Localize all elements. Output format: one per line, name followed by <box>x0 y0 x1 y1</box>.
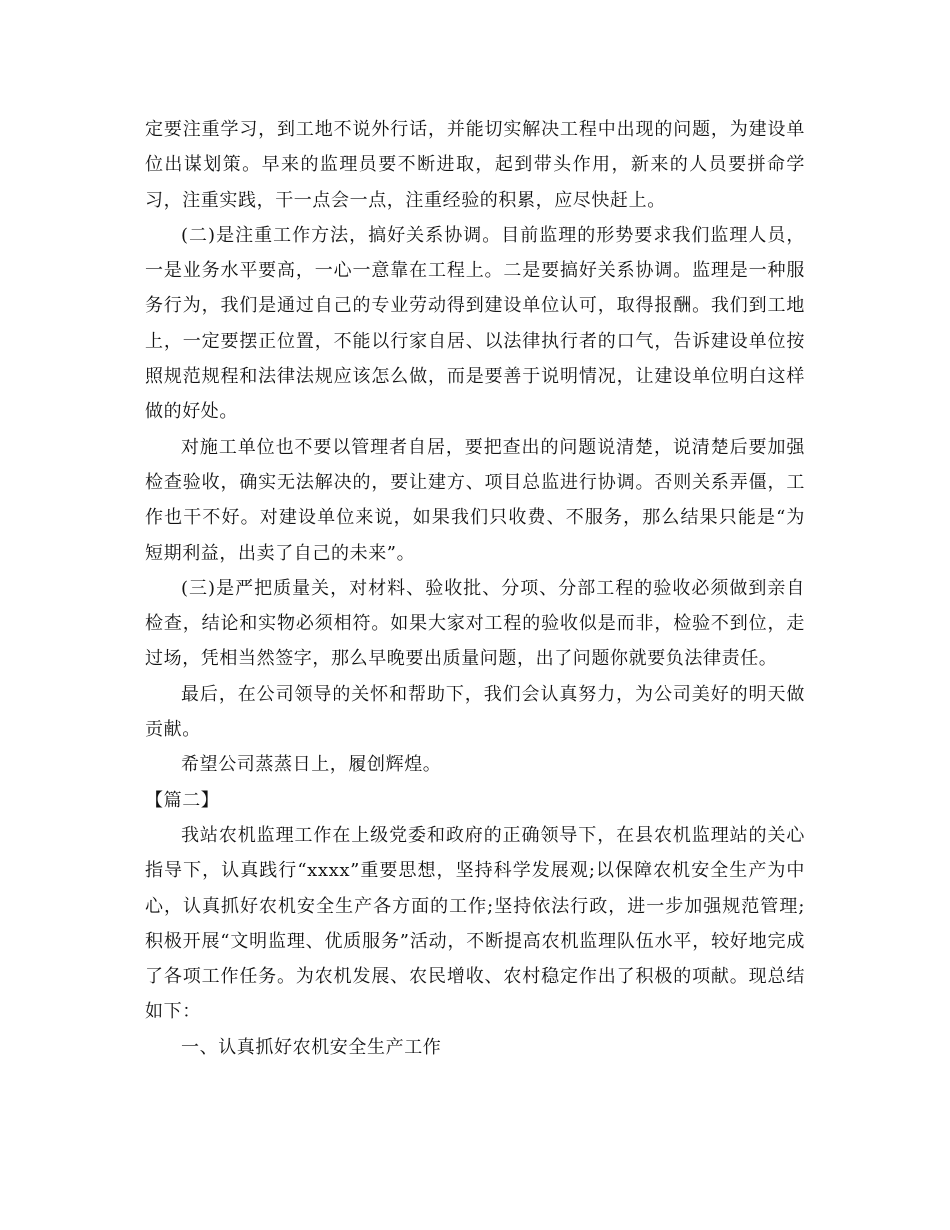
document-body <box>145 112 805 1065</box>
paragraph: (二)是注重工作方法，搞好关系协调。目前监理的形势要求我们监理人员，一是业务水平要高，一心一意靠在工程上。二是要搞好关系协调。监理是一种服务行为，我们是通过自己的专业劳动得到建设单位认可，取得报酬。我们到工地上，一定要摆正位置，不能以行家自居、以法律执行者的口气，告诉建设单位按照规范规程和法律法规应该怎么做，而是要善于说明情况，让建设单位明白这样做的好处。 <box>145 224 805 423</box>
section-title: 【篇二】 <box>145 789 220 811</box>
paragraph: 对施工单位也不要以管理者自居，要把查出的问题说清楚，说清楚后要加强检查验收，确实无法解决的，要让建方、项目总监进行协调。否则关系弄僵，工作也干不好。对建设单位来说，如果我们只收费、不服务，那么结果只能是“为短期利益，出卖了自己的未来”。 <box>145 436 805 564</box>
paragraph: 最后，在公司领导的关怀和帮助下，我们会认真努力，为公司美好的明天做贡献。 <box>145 683 805 741</box>
paragraph: (三)是严把质量关，对材料、验收批、分项、分部工程的验收必须做到亲自检查，结论和实物必须相符。如果大家对工程的验收似是而非，检验不到位，走过场，凭相当然签字，那么早晚要出质量问题，出了问题你就要负法律责任。 <box>145 577 805 670</box>
paragraph: 希望公司蒸蒸日上，履创辉煌。 <box>181 754 442 776</box>
paragraph: 我站农机监理工作在上级党委和政府的正确领导下，在县农机监理站的关心指导下，认真践行“xxxx”重要思想，坚持科学发展观;以保障农机安全生产为中心，认真抓好农机安全生产各方面的工作;坚持依法行政，进一步加强规范管理;积极开展“文明监理、优质服务”活动，不断提高农机监理队伍水平，较好地完成了各项工作任务。为农机发展、农民增收、农村稳定作出了积极的项献。现总结如下： <box>145 824 805 1023</box>
paragraph: 定要注重学习，到工地不说外行话，并能切实解决工程中出现的问题，为建设单位出谋划策。早来的监理员要不断进取，起到带头作用，新来的人员要拼命学习，注重实践，干一点会一点，注重经验的积累，应尽快赶上。 <box>145 119 805 211</box>
section-heading: 一、认真抓好农机安全生产工作 <box>181 1036 442 1058</box>
